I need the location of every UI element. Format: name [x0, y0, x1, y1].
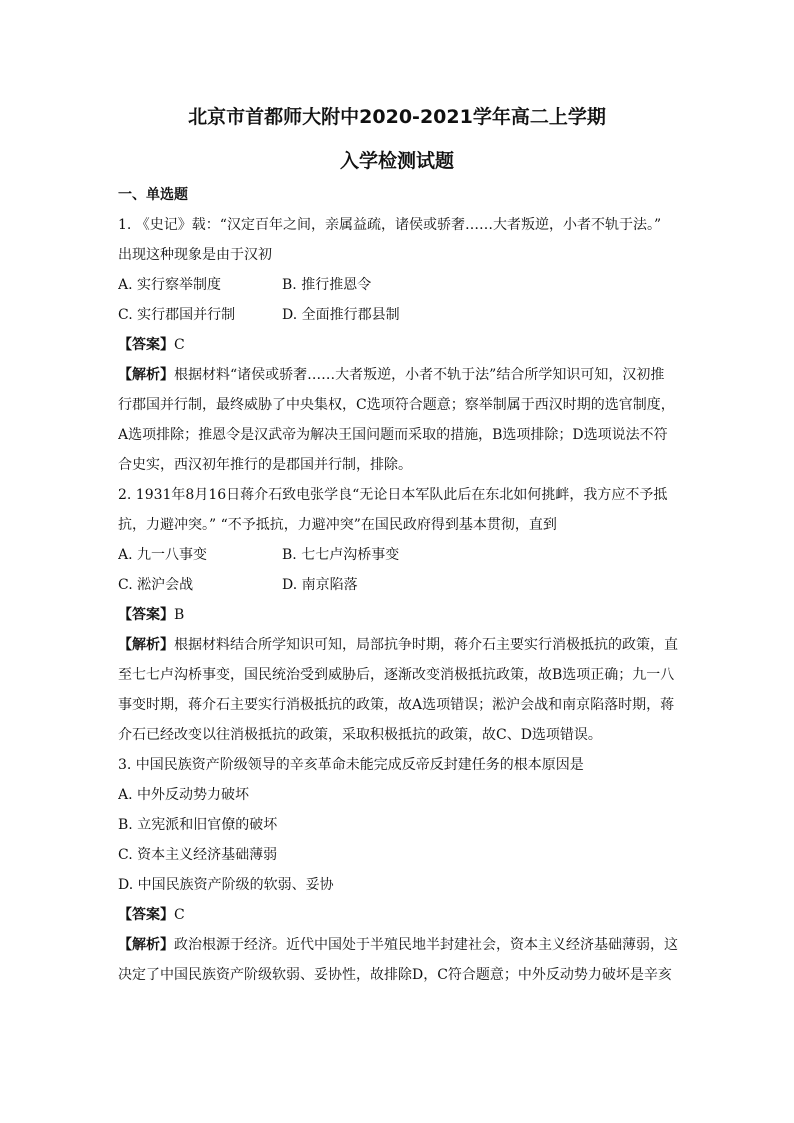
options-row — [118, 300, 680, 330]
options-row — [118, 540, 680, 570]
question-stem-line: 抗，力避冲突。” “不予抵抗，力避冲突”在国民政府得到基本贯彻，直到 — [118, 517, 557, 533]
answer-value: B — [174, 607, 185, 623]
answer-line — [118, 900, 680, 930]
answer-value: C — [174, 907, 185, 923]
answer-label: 【答案】 — [118, 337, 174, 353]
options-row — [118, 570, 680, 600]
analysis-line: 行郡国并行制，最终威胁了中央集权，C选项符合题意；察举制属于西汉时期的选官制度， — [118, 397, 675, 413]
option-d: D. 南京陷落 — [282, 577, 358, 593]
analysis-label: 【解析】 — [118, 637, 174, 653]
question-stem-line: 1. 《史记》载：“汉定百年之间，亲属益疏，诸侯或骄奢……大者叛逆，小者不轨于法。” — [118, 217, 662, 233]
answer-label: 【答案】 — [118, 607, 174, 623]
document-title: 北京市首都师大附中2020-2021学年高二上学期 — [188, 106, 606, 128]
option-d: D. 中国民族资产阶级的软弱、妥协 — [118, 877, 334, 893]
analysis-line: 【解析】根据材料“诸侯或骄奢……大者叛逆，小者不轨于法”结合所学知识可知，汉初推 — [118, 367, 665, 383]
options-row — [118, 270, 680, 300]
option-b: B. 推行推恩令 — [282, 277, 372, 293]
question-1 — [118, 210, 680, 480]
option-a: A. 中外反动势力破坏 — [118, 787, 250, 803]
analysis-label: 【解析】 — [118, 367, 174, 383]
analysis-line: 合史实，西汉初年推行的是郡国并行制，排除。 — [118, 457, 412, 473]
option-a: A. 实行察举制度 — [118, 277, 222, 293]
analysis-line: A选项排除；推恩令是汉武帝为解决王国问题而采取的措施，B选项排除；D选项说法不符 — [118, 427, 668, 443]
analysis-line: 决定了中国民族资产阶级软弱、妥协性，故排除D，C符合题意；中外反动势力破坏是辛亥 — [118, 967, 672, 983]
option-a: A. 九一八事变 — [118, 547, 208, 563]
option-d: D. 全面推行郡县制 — [282, 307, 400, 323]
option-c: C. 实行郡国并行制 — [118, 307, 236, 323]
option-b: B. 立宪派和旧官僚的破坏 — [118, 817, 278, 833]
analysis-label: 【解析】 — [118, 937, 174, 953]
analysis-line: 【解析】根据材料结合所学知识可知，局部抗争时期，蒋介石主要实行消极抵抗的政策，直 — [118, 637, 678, 653]
section-heading: 一、单选题 — [118, 187, 188, 203]
answer-label: 【答案】 — [118, 907, 174, 923]
question-stem-line: 3. 中国民族资产阶级领导的辛亥革命未能完成反帝反封建任务的根本原因是 — [118, 757, 584, 773]
document-subtitle: 入学检测试题 — [339, 150, 454, 172]
analysis-line: 介石已经改变以往消极抵抗的政策，采取积极抵抗的政策，故C、D选项错误。 — [118, 727, 602, 743]
analysis-line: 至七七卢沟桥事变，国民统治受到威胁后，逐渐改变消极抵抗政策，故B选项正确；九一八 — [118, 667, 675, 683]
document-body — [118, 180, 680, 990]
analysis-line: 事变时期，蒋介石主要实行消极抵抗的政策，故A选项错误；淞沪会战和南京陷落时期，蒋 — [118, 697, 675, 713]
question-stem-line: 出现这种现象是由于汉初 — [118, 247, 272, 263]
option-c: C. 资本主义经济基础薄弱 — [118, 847, 278, 863]
question-3 — [118, 750, 680, 990]
answer-value: C — [174, 337, 185, 353]
answer-line — [118, 330, 680, 360]
option-b: B. 七七卢沟桥事变 — [282, 547, 400, 563]
answer-line — [118, 600, 680, 630]
question-stem-line: 2. 1931年8月16日蒋介石致电张学良“无论日本军队此后在东北如何挑衅，我方应不予抵 — [118, 487, 668, 503]
option-c: C. 淞沪会战 — [118, 577, 194, 593]
analysis-line: 【解析】政治根源于经济。近代中国处于半殖民地半封建社会，资本主义经济基础薄弱，这 — [118, 937, 678, 953]
question-2 — [118, 480, 680, 750]
